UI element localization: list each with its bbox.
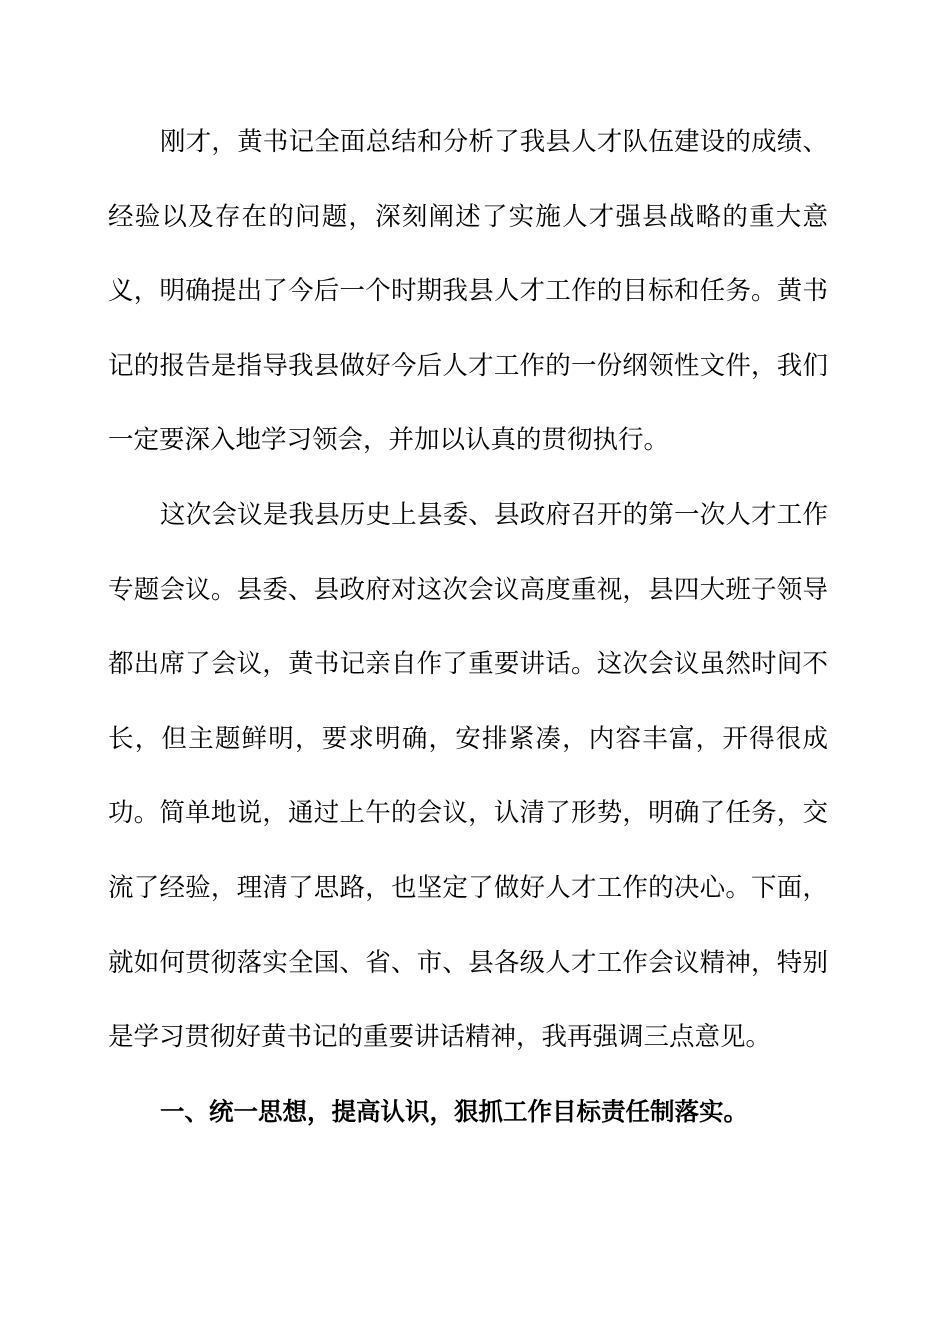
document-body bbox=[108, 127, 828, 1171]
paragraph-line: 是学习贯彻好黄书记的重要讲话精神，我再强调三点意见。 bbox=[108, 1022, 772, 1053]
paragraph-1 bbox=[108, 127, 828, 500]
paragraph-2 bbox=[108, 500, 828, 1097]
paragraph-line: 长，但主题鲜明，要求明确，安排紧凑，内容丰富，开得很成 bbox=[108, 723, 828, 754]
paragraph-line: 专题会议。县委、县政府对这次会议高度重视，县四大班子领导 bbox=[108, 574, 828, 605]
section-heading: 一、统一思想，提高认识，狠抓工作目标责任制落实。 bbox=[160, 1096, 748, 1126]
paragraph-line: 刚才，黄书记全面总结和分析了我县人才队伍建设的成绩、 bbox=[160, 127, 828, 157]
paragraph-line: 功。简单地说，通过上午的会议，认清了形势，明确了任务，交 bbox=[108, 798, 828, 829]
paragraph-line: 都出席了会议，黄书记亲自作了重要讲话。这次会议虽然时间不 bbox=[108, 649, 828, 680]
paragraph-line: 这次会议是我县历史上县委、县政府召开的第一次人才工作 bbox=[160, 499, 828, 530]
paragraph-line: 一定要深入地学习领会，并加以认真的贯彻执行。 bbox=[108, 425, 670, 456]
paragraph-line: 流了经验，理清了思路，也坚定了做好人才工作的决心。下面， bbox=[108, 872, 828, 903]
paragraph-line: 就如何贯彻落实全国、省、市、县各级人才工作会议精神，特别 bbox=[108, 947, 828, 978]
paragraph-line: 记的报告是指导我县做好今后人才工作的一份纲领性文件，我们 bbox=[108, 350, 828, 381]
paragraph-line: 义，明确提出了今后一个时期我县人才工作的目标和任务。黄书 bbox=[108, 276, 828, 307]
paragraph-line: 经验以及存在的问题，深刻阐述了实施人才强县战略的重大意 bbox=[108, 201, 828, 232]
